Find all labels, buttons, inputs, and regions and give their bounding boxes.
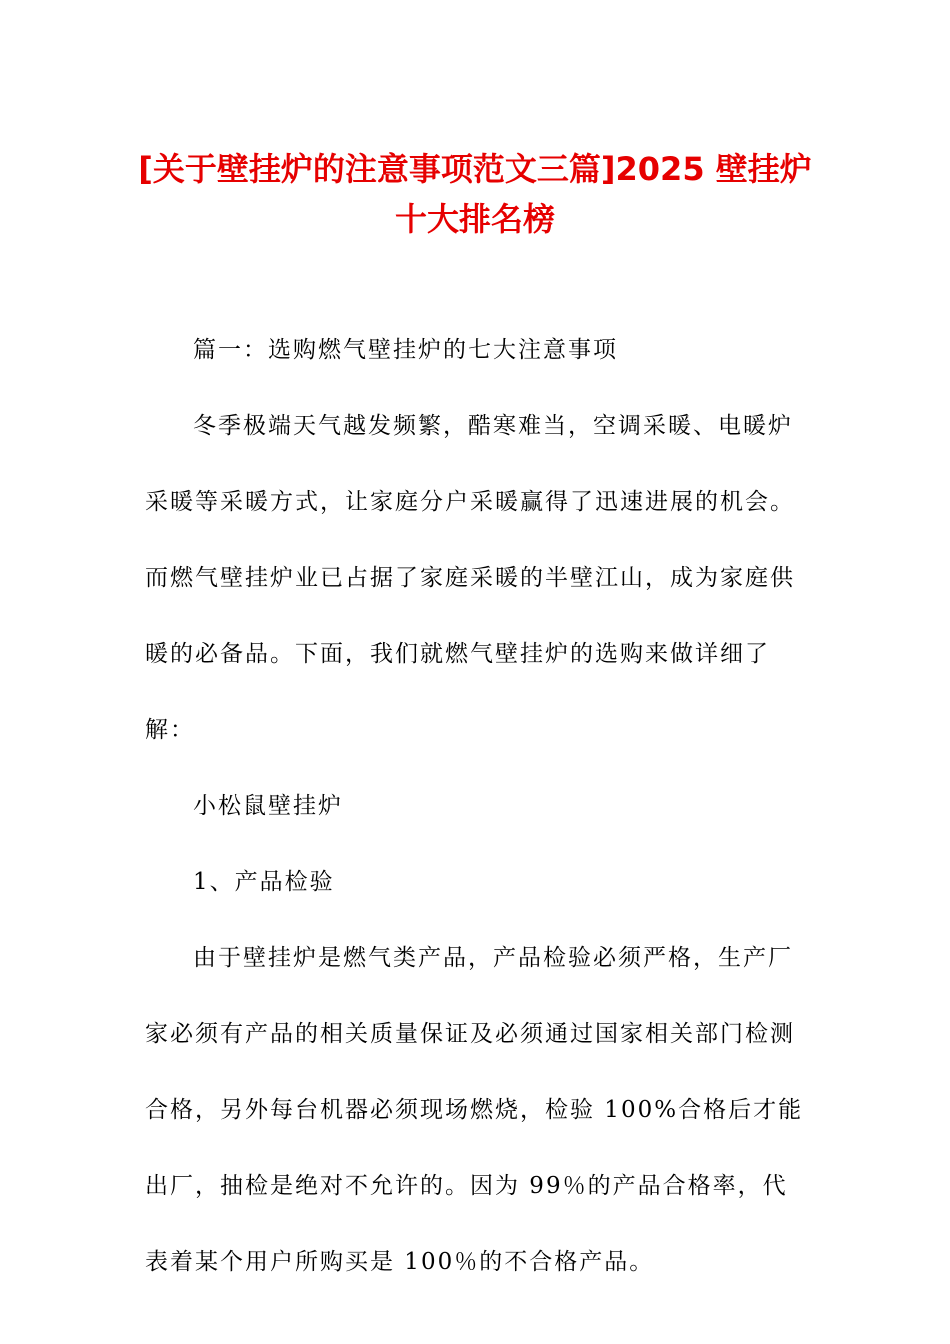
subheading-brand: 小松鼠壁挂炉 — [193, 793, 343, 819]
section-heading: 篇一：选购燃气壁挂炉的七大注意事项 — [193, 337, 618, 363]
document-title: [关于壁挂炉的注意事项范文三篇]2025 壁挂炉十大排名榜 — [138, 150, 812, 238]
paragraph-intro: 冬季极端天气越发频繁，酷寒难当，空调采暖、电暖炉采暖等采暖方式，让家庭分户采暖赢得了迅速进展的机会。而燃气壁挂炉业已占据了家庭采暖的半壁江山，成为家庭供暖的必备品。下面，我们就燃气壁挂炉的选购来做详细了解： — [145, 413, 795, 743]
paragraph-inspection: 由于壁挂炉是燃气类产品，产品检验必须严格，生产厂家必须有产品的相关质量保证及必须通过国家相关部门检测合格，另外每台机器必须现场燃烧，检验 100%合格后才能出厂，抽检是绝对不允许的。因为 99％的产品合格率，代表着某个用户所购买是 100％的不合格产品。 — [145, 945, 804, 1275]
subheading-product-inspection: 1、产品检验 — [193, 869, 335, 895]
document-body — [145, 312, 805, 1300]
